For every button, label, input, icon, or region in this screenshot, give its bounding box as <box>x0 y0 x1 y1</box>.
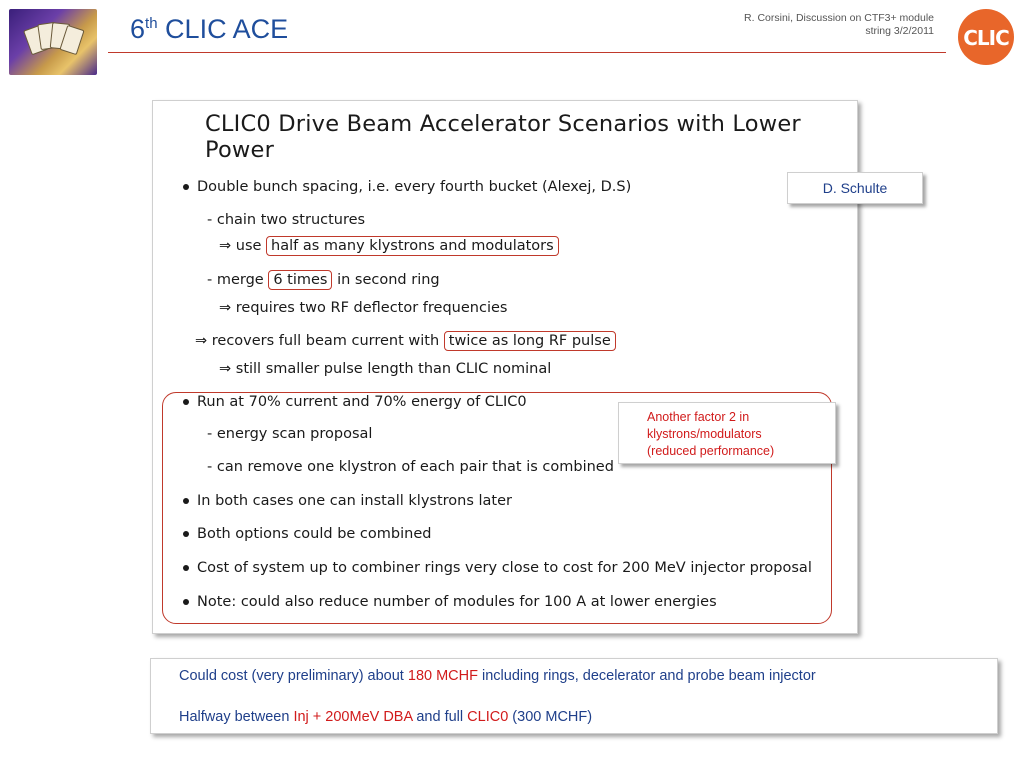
callout-line: Another factor 2 in <box>647 410 750 424</box>
cost-summary-box <box>150 658 998 734</box>
panel-title: CLIC0 Drive Beam Accelerator Scenarios with Lower Power <box>205 111 801 163</box>
factor-callout <box>618 402 836 464</box>
cost-line: Could cost (very preliminary) about 180 MCHF including rings, decelerator and probe beam injector <box>179 668 816 684</box>
sub-item: - merge 6 times in second ring <box>207 272 440 288</box>
bullet-item: Note: could also reduce number of modules for 100 A at lower energies <box>183 594 717 610</box>
bullet-item: Run at 70% current and 70% energy of CLIC0 <box>183 394 527 410</box>
sub-item: ⇒ still smaller pulse length than CLIC nominal <box>219 361 552 377</box>
slide-title: 6th CLIC ACE <box>130 14 289 44</box>
bullet-icon <box>183 184 189 190</box>
author-line: R. Corsini, Discussion on CTF3+ module <box>744 12 934 24</box>
clic-logo <box>958 9 1014 65</box>
callout-line: (reduced performance) <box>647 444 775 458</box>
author-callout: D. Schulte <box>787 172 923 204</box>
highlight-box: 6 times <box>268 270 332 290</box>
bullet-item: In both cases one can install klystrons later <box>183 493 512 509</box>
bullet-item: Double bunch spacing, i.e. every fourth bucket (Alexej, D.S) <box>183 179 631 195</box>
sub-item: - can remove one klystron of each pair that is combined <box>207 459 614 475</box>
sub-item: - energy scan proposal <box>207 426 373 442</box>
clic-logo-text: CLIC <box>963 26 1009 50</box>
halfway-line: Halfway between Inj + 200MeV DBA and full CLIC0 (300 MCHF) <box>179 709 593 725</box>
sub-item: - chain two structures <box>207 212 366 228</box>
header-divider <box>108 52 946 53</box>
highlight-box: half as many klystrons and modulators <box>266 236 559 256</box>
event-logo <box>9 9 97 75</box>
bullet-item: Both options could be combined <box>183 526 431 542</box>
bullet-item: Cost of system up to combiner rings very close to cost for 200 MeV injector proposal <box>183 560 812 576</box>
highlight-box: twice as long RF pulse <box>444 331 616 351</box>
sub-item: ⇒ use half as many klystrons and modulators <box>219 238 559 254</box>
callout-line: klystrons/modulators <box>647 427 762 441</box>
author-note <box>714 12 934 38</box>
sub-item: ⇒ requires two RF deflector frequencies <box>219 300 508 316</box>
date-line: string 3/2/2011 <box>865 25 934 37</box>
sub-item: ⇒ recovers full beam current with twice as long RF pulse <box>195 333 616 349</box>
